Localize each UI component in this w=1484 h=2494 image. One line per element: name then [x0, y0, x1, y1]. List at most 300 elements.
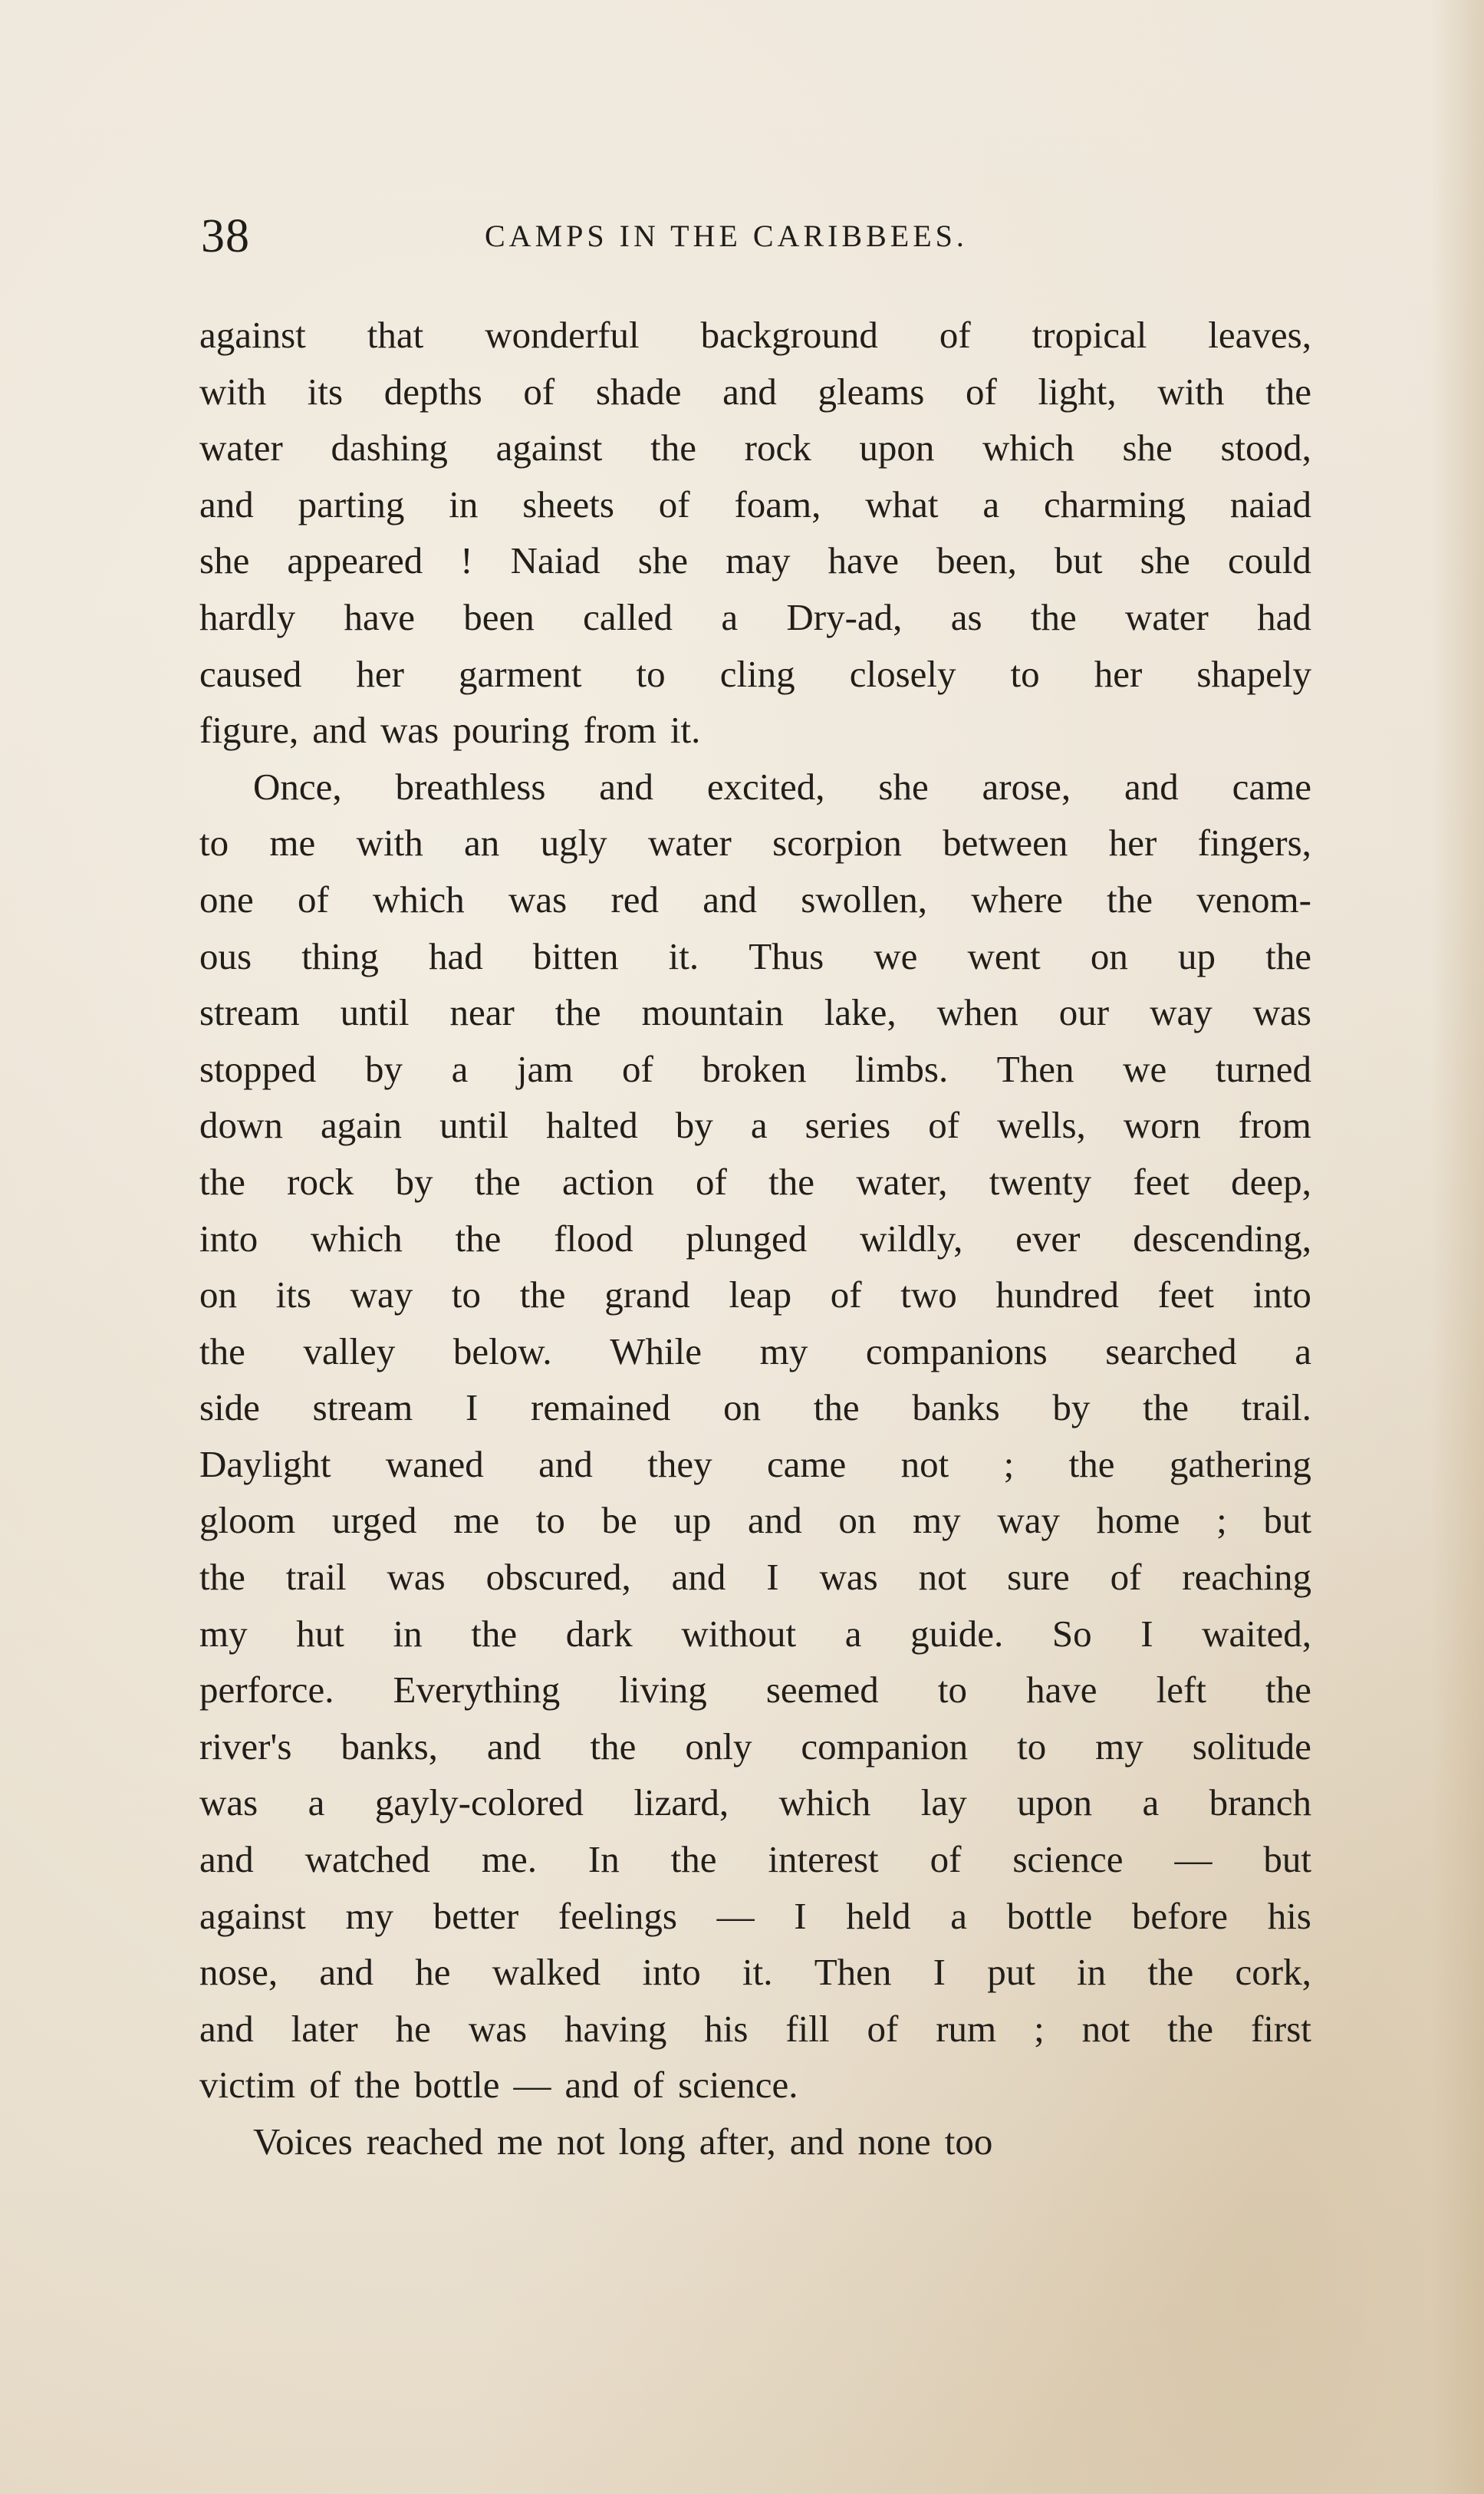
- word: and: [1124, 765, 1179, 808]
- text-line: [199, 307, 1311, 364]
- word: which: [373, 878, 465, 921]
- word: of: [633, 2064, 665, 2107]
- word: cling: [719, 652, 795, 695]
- word: of: [928, 1104, 960, 1147]
- word: she: [1122, 427, 1173, 469]
- word: trail.: [1241, 1386, 1311, 1429]
- word: and: [538, 1442, 593, 1485]
- word: she: [637, 539, 689, 582]
- word: feet: [1157, 1273, 1215, 1316]
- word: his: [1267, 1894, 1311, 1937]
- word: hundred: [995, 1273, 1119, 1316]
- text-line: [199, 2113, 1311, 2170]
- word: wildly,: [860, 1217, 963, 1260]
- word: seemed: [765, 1669, 879, 1712]
- word: which: [311, 1217, 403, 1260]
- word: stream: [312, 1386, 413, 1429]
- word: with: [1157, 370, 1225, 413]
- word: caused: [199, 652, 302, 695]
- text-line: [199, 589, 1311, 646]
- word: me: [269, 822, 316, 865]
- text-line: [199, 1888, 1311, 1945]
- word: the: [199, 1160, 245, 1203]
- word: science.: [678, 2064, 798, 2107]
- text-line: [199, 2057, 1311, 2113]
- word: and: [564, 2064, 620, 2107]
- word: where: [971, 878, 1063, 921]
- word: only: [685, 1725, 752, 1768]
- word: to: [1017, 1725, 1047, 1768]
- word: ugly: [540, 822, 607, 865]
- word: to: [1010, 652, 1040, 695]
- word: descending,: [1133, 1217, 1311, 1260]
- word: I: [933, 1951, 946, 1994]
- word: into: [199, 1217, 258, 1260]
- word: that: [367, 314, 424, 356]
- word: the: [1143, 1386, 1190, 1429]
- word: in: [393, 1612, 423, 1655]
- word: with: [199, 370, 267, 413]
- word: Then: [996, 1047, 1074, 1090]
- word: lay: [920, 1781, 967, 1824]
- word: not: [556, 2120, 605, 2163]
- word: when: [936, 991, 1018, 1034]
- word: rock: [744, 427, 811, 469]
- word: he: [415, 1951, 451, 1994]
- word: the: [1147, 1951, 1194, 1994]
- word: naiad: [1229, 483, 1311, 525]
- text-line: [199, 1492, 1311, 1549]
- text-line: [199, 1154, 1311, 1211]
- word: was: [468, 2007, 528, 2050]
- word: to: [535, 1499, 565, 1542]
- word: was: [819, 1556, 878, 1599]
- word: dark: [565, 1612, 633, 1655]
- word: held: [846, 1894, 911, 1937]
- word: side: [199, 1386, 260, 1429]
- text-line: [199, 1944, 1311, 2001]
- word: of: [930, 1838, 962, 1881]
- word: the: [1167, 2007, 1214, 2050]
- word: arose,: [982, 765, 1071, 808]
- word: appeared: [287, 539, 423, 582]
- text-line: [199, 364, 1311, 420]
- text-line: [199, 646, 1311, 703]
- word: a: [308, 1781, 325, 1824]
- word: hut: [296, 1612, 344, 1655]
- word: searched: [1105, 1329, 1237, 1372]
- word: science: [1012, 1838, 1124, 1881]
- word: have: [828, 539, 900, 582]
- word: into: [642, 1951, 701, 1994]
- word: not: [1081, 2007, 1130, 2050]
- word: and: [789, 2120, 844, 2163]
- word: feet: [1133, 1160, 1190, 1203]
- word: Daylight: [199, 1442, 331, 1485]
- word: river's: [199, 1725, 292, 1768]
- word: the: [474, 1160, 521, 1203]
- word: which: [778, 1781, 871, 1824]
- text-line: [199, 1041, 1311, 1098]
- word: charming: [1043, 483, 1186, 525]
- word: halted: [546, 1104, 638, 1147]
- word: remained: [531, 1386, 671, 1429]
- word: between: [943, 822, 1068, 865]
- word: and: [199, 2007, 254, 2050]
- word: water: [199, 427, 283, 469]
- word: and: [599, 765, 653, 808]
- word: reaching: [1182, 1556, 1311, 1599]
- word: of: [830, 1273, 862, 1316]
- word: our: [1058, 991, 1110, 1034]
- word: In: [587, 1838, 620, 1881]
- word: gathering: [1169, 1442, 1311, 1485]
- word: been,: [936, 539, 1017, 582]
- word: ;: [1034, 2007, 1045, 2050]
- word: of: [939, 314, 971, 356]
- word: companions: [865, 1329, 1048, 1372]
- word: upon: [1017, 1781, 1093, 1824]
- text-line: [199, 759, 1311, 815]
- word: parting: [298, 483, 405, 525]
- word: and: [199, 1838, 254, 1881]
- word: the: [455, 1217, 502, 1260]
- text-line: [199, 1774, 1311, 1831]
- text-line: [199, 702, 1311, 759]
- text-line: [199, 1831, 1311, 1888]
- word: thing: [301, 934, 379, 977]
- text-line: [199, 2001, 1311, 2057]
- word: and: [671, 1556, 726, 1599]
- word: garment: [458, 652, 582, 695]
- word: shade: [595, 370, 682, 413]
- word: red: [610, 878, 660, 921]
- word: gleams: [818, 370, 925, 413]
- word: to: [199, 822, 229, 865]
- word: companion: [801, 1725, 969, 1768]
- word: of: [1110, 1556, 1142, 1599]
- word: came: [766, 1442, 847, 1485]
- word: gayly-colored: [374, 1781, 584, 1824]
- word: and: [722, 370, 777, 413]
- word: interest: [768, 1838, 879, 1881]
- word: Then: [814, 1951, 892, 1994]
- word: its: [275, 1273, 311, 1316]
- word: wonderful: [485, 314, 640, 356]
- word: gloom: [199, 1499, 296, 1542]
- word: deep,: [1231, 1160, 1311, 1203]
- word: in: [1077, 1951, 1107, 1994]
- word: the: [650, 427, 696, 469]
- paragraph: [199, 2113, 1311, 2170]
- word: it.: [742, 1951, 773, 1994]
- word: ever: [1015, 1217, 1081, 1260]
- word: water,: [856, 1160, 948, 1203]
- word: my: [759, 1329, 808, 1372]
- text-line: [199, 476, 1311, 533]
- word: her: [1094, 652, 1143, 695]
- word: tropical: [1032, 314, 1147, 356]
- word: against: [199, 1894, 306, 1937]
- word: of: [621, 1047, 653, 1090]
- word: cork,: [1235, 1951, 1311, 1994]
- word: two: [900, 1273, 957, 1316]
- word: stopped: [199, 1047, 317, 1090]
- word: rum: [936, 2007, 997, 2050]
- word: and: [703, 878, 758, 921]
- text-line: [199, 1097, 1311, 1154]
- word: swollen,: [801, 878, 927, 921]
- text-line: [199, 532, 1311, 589]
- word: on: [723, 1386, 762, 1429]
- word: watched: [304, 1838, 430, 1881]
- word: the: [1265, 1669, 1311, 1712]
- word: dashing: [331, 427, 448, 469]
- word: and: [199, 483, 254, 525]
- word: me: [497, 2120, 543, 2163]
- word: water: [1125, 595, 1209, 638]
- word: waned: [385, 1442, 484, 1485]
- word: but: [1263, 1499, 1311, 1542]
- word: into: [1252, 1273, 1311, 1316]
- word: worn: [1123, 1104, 1201, 1147]
- text-line: [199, 420, 1311, 476]
- word: depths: [383, 370, 482, 413]
- text-line: [199, 1606, 1311, 1662]
- text-line: [199, 1662, 1311, 1718]
- word: after,: [699, 2120, 776, 2163]
- word: the: [1068, 1442, 1115, 1485]
- word: way: [1150, 991, 1213, 1034]
- text-line: [199, 1549, 1311, 1606]
- word: figure,: [199, 709, 299, 752]
- word: one: [199, 878, 254, 921]
- paragraph: [199, 307, 1311, 759]
- word: was: [380, 709, 439, 752]
- word: banks: [912, 1386, 1000, 1429]
- word: a: [721, 595, 739, 638]
- word: Voices: [253, 2120, 353, 2163]
- word: my: [1095, 1725, 1143, 1768]
- word: living: [619, 1669, 707, 1712]
- word: plunged: [686, 1217, 808, 1260]
- word: a: [1295, 1329, 1311, 1372]
- word: and: [486, 1725, 541, 1768]
- word: grand: [604, 1273, 690, 1316]
- word: guide.: [910, 1612, 1004, 1655]
- word: pouring: [452, 709, 570, 752]
- word: with: [356, 822, 423, 865]
- word: While: [610, 1329, 702, 1372]
- word: stood,: [1220, 427, 1311, 469]
- word: was: [387, 1556, 446, 1599]
- word: home: [1096, 1499, 1180, 1542]
- word: of: [696, 1160, 727, 1203]
- word: have: [1026, 1669, 1097, 1712]
- word: I: [1140, 1612, 1153, 1655]
- word: fingers,: [1197, 822, 1311, 865]
- word: without: [681, 1612, 797, 1655]
- word: below.: [452, 1329, 552, 1372]
- word: limbs.: [855, 1047, 949, 1090]
- word: by: [675, 1104, 713, 1147]
- word: action: [562, 1160, 654, 1203]
- word: by: [1052, 1386, 1091, 1429]
- word: Thus: [749, 934, 824, 977]
- word: the: [590, 1725, 637, 1768]
- text-line: [199, 1379, 1311, 1436]
- word: was: [508, 878, 568, 921]
- word: Dry-ad,: [786, 595, 903, 638]
- word: ;: [1003, 1442, 1015, 1485]
- word: I: [794, 1894, 807, 1937]
- word: a: [1142, 1781, 1160, 1824]
- word: of: [658, 483, 690, 525]
- word: branch: [1209, 1781, 1311, 1824]
- word: obscured,: [485, 1556, 631, 1599]
- word: up: [673, 1499, 712, 1542]
- word: rock: [287, 1160, 354, 1203]
- word: she: [199, 539, 250, 582]
- word: victim: [199, 2064, 296, 2107]
- word: his: [704, 2007, 749, 2050]
- word: from: [583, 709, 656, 752]
- text-line: [199, 871, 1311, 928]
- word: of: [966, 370, 997, 413]
- word: jam: [516, 1047, 574, 1090]
- word: have: [344, 595, 415, 638]
- word: broken: [702, 1047, 807, 1090]
- text-line: [199, 1211, 1311, 1267]
- word: closely: [849, 652, 956, 695]
- word: —: [1174, 1838, 1213, 1881]
- word: been: [463, 595, 535, 638]
- word: too: [944, 2120, 993, 2163]
- word: to: [636, 652, 666, 695]
- word: he: [395, 2007, 431, 2050]
- word: was: [199, 1781, 258, 1824]
- word: may: [726, 539, 791, 582]
- word: her: [356, 652, 404, 695]
- word: me.: [481, 1838, 537, 1881]
- word: trail: [285, 1556, 347, 1599]
- word: but: [1054, 539, 1103, 582]
- word: she: [1140, 539, 1190, 582]
- word: mountain: [641, 991, 784, 1034]
- word: ;: [1216, 1499, 1227, 1542]
- word: way: [350, 1273, 413, 1316]
- word: Everything: [393, 1669, 561, 1712]
- word: a: [844, 1612, 862, 1655]
- word: the: [1030, 595, 1077, 638]
- word: better: [433, 1894, 519, 1937]
- word: my: [913, 1499, 961, 1542]
- word: to: [937, 1669, 967, 1712]
- word: by: [365, 1047, 403, 1090]
- word: the: [1265, 934, 1311, 977]
- word: the: [670, 1838, 717, 1881]
- word: by: [395, 1160, 433, 1203]
- word: lizard,: [633, 1781, 729, 1824]
- word: foam,: [734, 483, 821, 525]
- word: a: [750, 1104, 768, 1147]
- word: walked: [492, 1951, 601, 1994]
- word: left: [1156, 1669, 1206, 1712]
- word: long: [618, 2120, 686, 2163]
- word: way: [997, 1499, 1060, 1542]
- word: her: [1108, 822, 1157, 865]
- word: to: [451, 1273, 482, 1316]
- word: Once,: [253, 765, 342, 808]
- word: what: [865, 483, 939, 525]
- word: a: [950, 1894, 968, 1937]
- word: near: [449, 991, 515, 1034]
- running-head: CAMPS IN THE CARIBBEES.: [485, 219, 968, 253]
- word: before: [1131, 1894, 1229, 1937]
- word: we: [1123, 1047, 1167, 1090]
- word: of: [297, 878, 329, 921]
- word: none: [857, 2120, 931, 2163]
- word: from: [1238, 1104, 1311, 1147]
- word: solitude: [1192, 1725, 1311, 1768]
- word: against: [495, 427, 603, 469]
- word: and: [748, 1499, 802, 1542]
- word: the: [554, 991, 601, 1034]
- word: the: [813, 1386, 860, 1429]
- word: had: [429, 934, 483, 977]
- page-number: 38: [201, 210, 250, 262]
- word: flood: [554, 1217, 633, 1260]
- word: turned: [1215, 1047, 1311, 1090]
- word: in: [449, 483, 479, 525]
- word: ous: [199, 934, 252, 977]
- word: bottle: [1006, 1894, 1093, 1937]
- word: breathless: [395, 765, 546, 808]
- word: banks,: [341, 1725, 438, 1768]
- word: they: [647, 1442, 712, 1485]
- word: leaves,: [1208, 314, 1311, 356]
- word: I: [766, 1556, 779, 1599]
- word: an: [464, 822, 500, 865]
- word: on: [199, 1273, 237, 1316]
- word: —: [513, 2064, 551, 2107]
- word: which: [982, 427, 1074, 469]
- word: leap: [729, 1273, 792, 1316]
- word: a: [982, 483, 1000, 525]
- word: light,: [1038, 370, 1117, 413]
- word: I: [466, 1386, 479, 1429]
- word: bottle: [413, 2064, 500, 2107]
- word: until: [340, 991, 410, 1034]
- word: came: [1232, 765, 1311, 808]
- word: was: [1252, 991, 1311, 1034]
- word: went: [967, 934, 1041, 977]
- word: put: [987, 1951, 1035, 1994]
- word: sheets: [522, 483, 614, 525]
- word: So: [1051, 1612, 1092, 1655]
- word: and: [319, 1951, 374, 1994]
- word: first: [1250, 2007, 1311, 2050]
- word: shapely: [1196, 652, 1311, 695]
- word: she: [878, 765, 929, 808]
- word: urged: [331, 1499, 417, 1542]
- word: called: [583, 595, 673, 638]
- word: stream: [199, 991, 300, 1034]
- word: hardly: [199, 595, 296, 638]
- word: up: [1178, 934, 1216, 977]
- word: it.: [668, 934, 699, 977]
- word: against: [199, 314, 306, 356]
